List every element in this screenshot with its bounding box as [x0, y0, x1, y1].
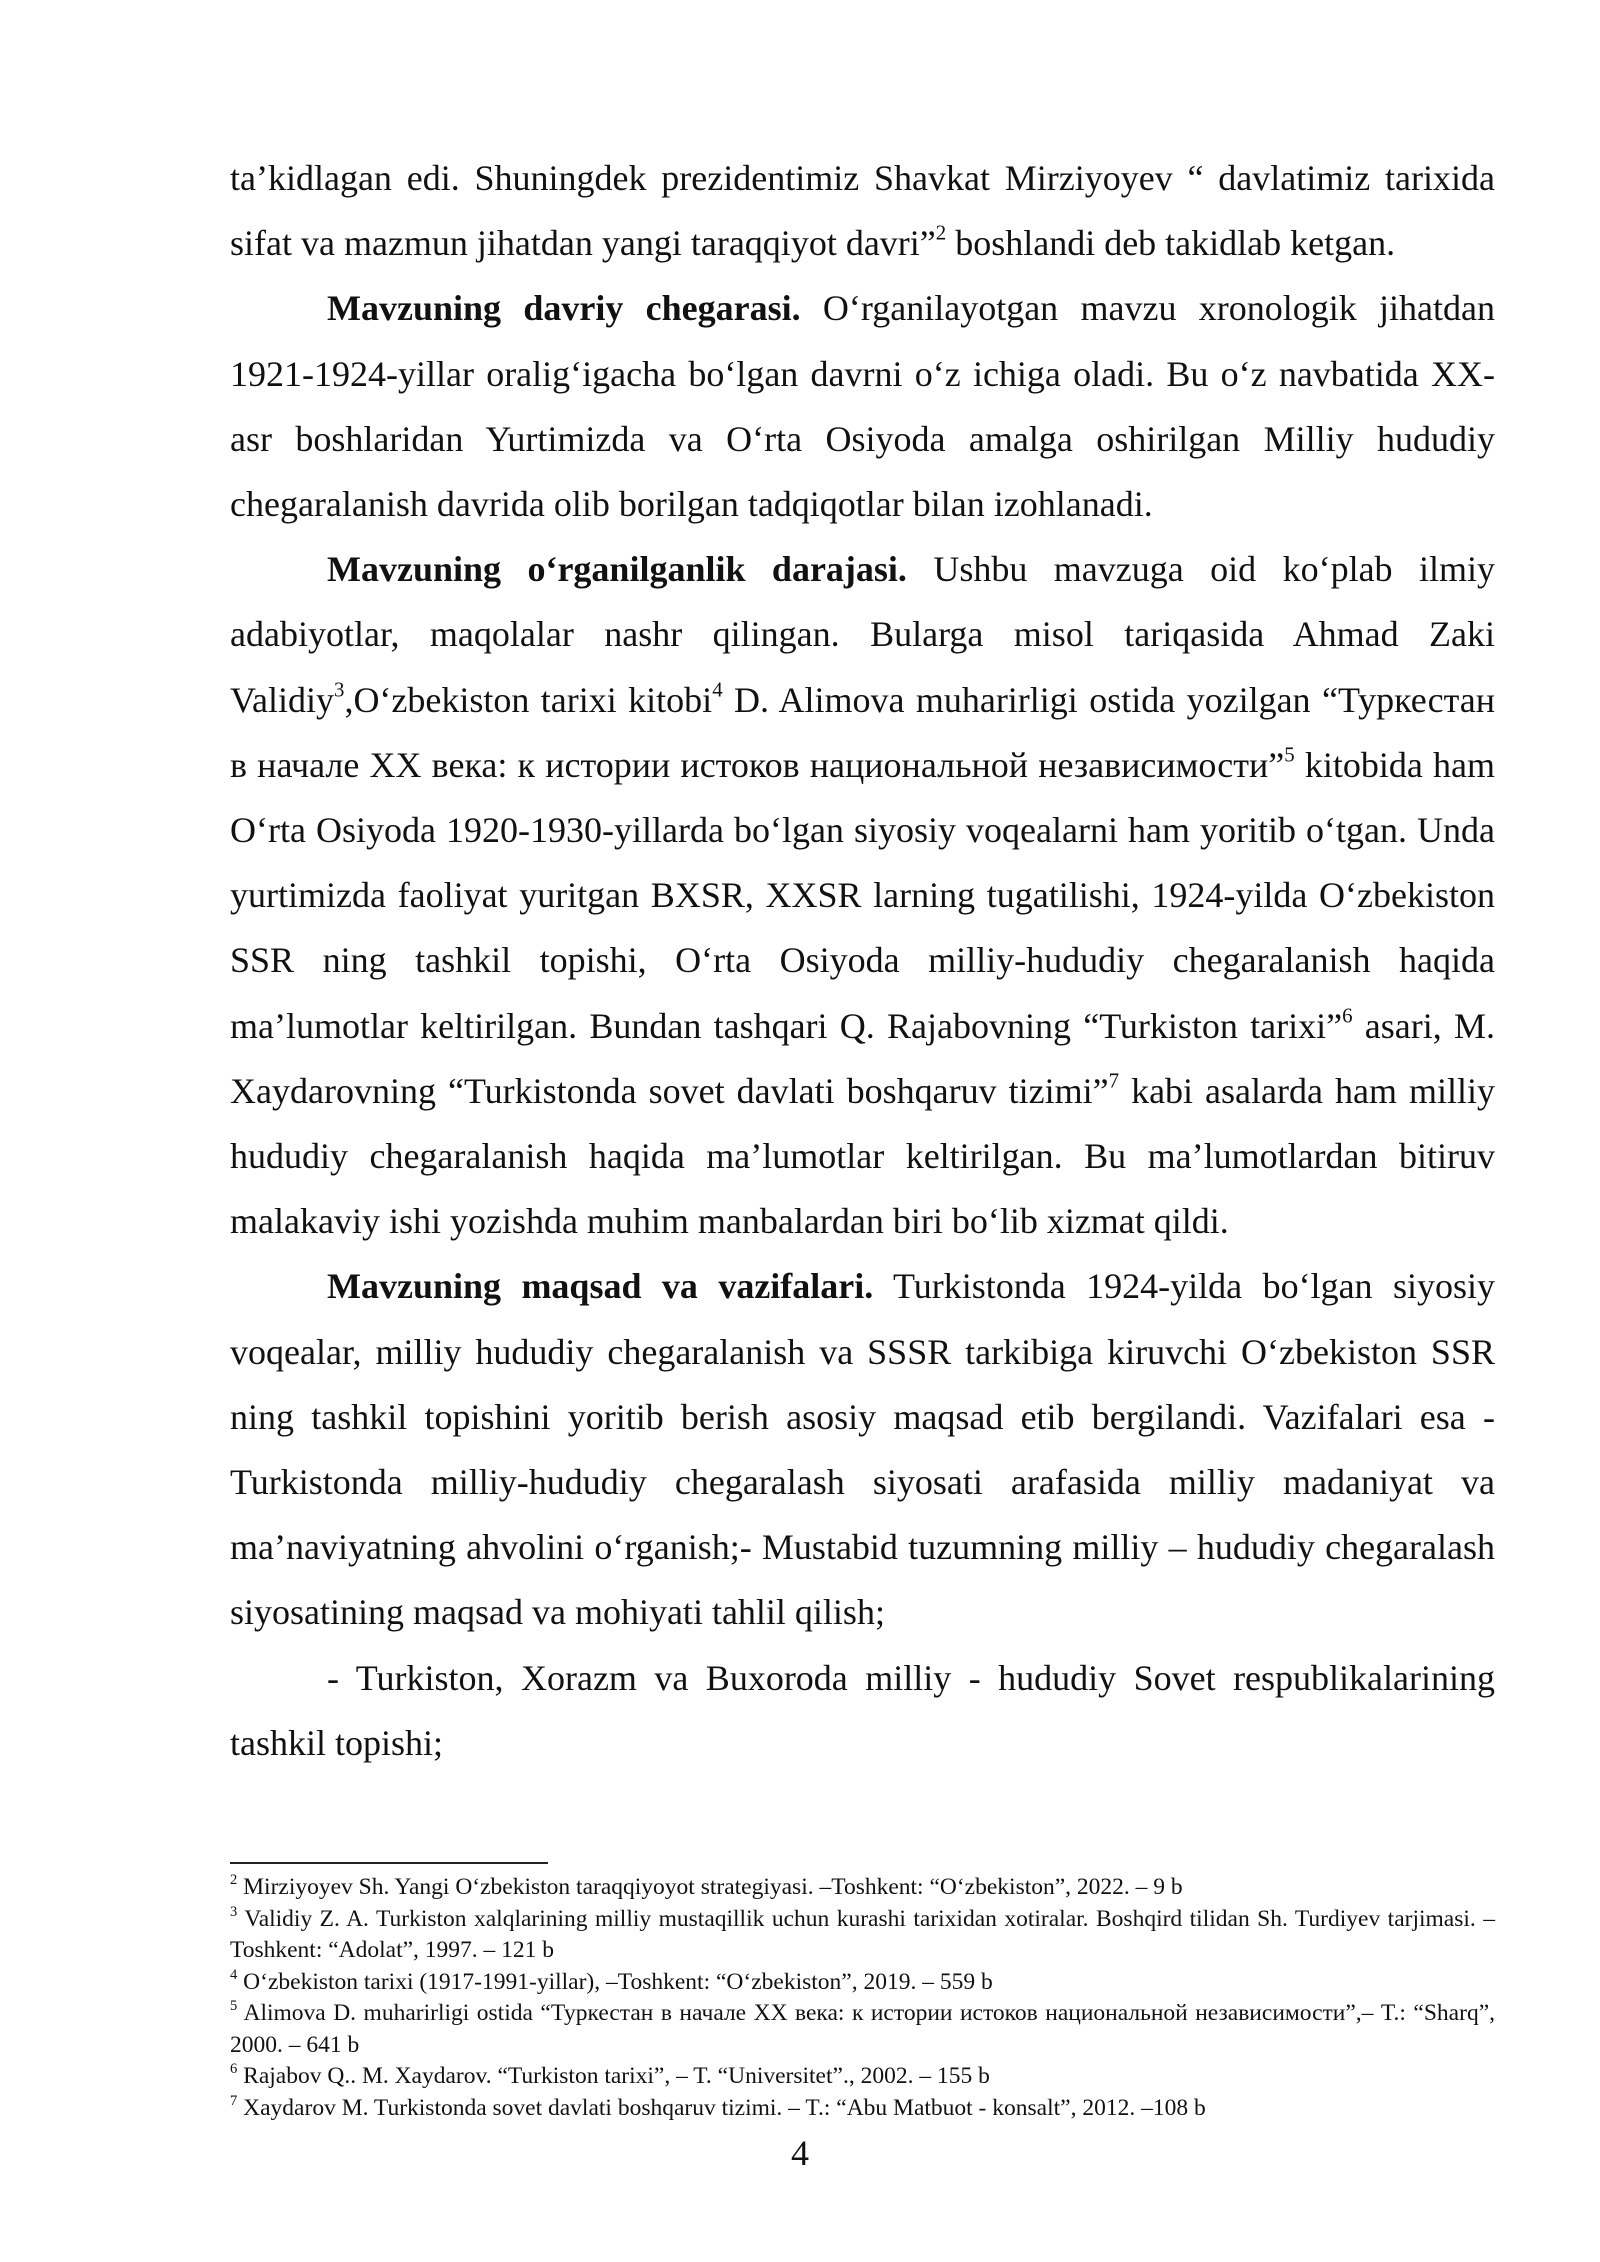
footnote-text: Mirziyoyev Sh. Yangi O‘zbekiston taraqqiyoyot strategiyasi. –Toshkent: “O‘zbekiston”, 2022. – 9 b	[237, 1874, 1183, 1900]
paragraph-text: - Turkiston, Xorazm va Buxoroda milliy - hududiy Sovet respublikalarining tashkil topishi;	[230, 1657, 1495, 1763]
paragraph-4	[230, 1254, 1495, 1645]
footnote-3	[230, 1904, 1495, 1967]
footnote-number: 2	[230, 1871, 238, 1888]
footnote-2	[230, 1872, 1495, 1904]
paragraph-text: boshlandi deb takidlab ketgan.	[946, 223, 1396, 264]
footnote-ref-4[interactable]: 4	[712, 676, 723, 701]
footnote-separator	[230, 1862, 548, 1864]
footnote-7	[230, 2093, 1495, 2125]
footnote-number: 7	[230, 2092, 238, 2109]
paragraph-text: O‘rganilayotgan mavzu xronologik jihatdan 1921-1924-yillar oralig‘igacha bo‘lgan davrni o‘z ichiga oladi. Bu o‘z navbatida XX-asr boshlaridan Yurtimizda va O‘rta Osiyoda amalga oshirilgan Milliy hududiy chegaralanish davrida olib borilgan tadqiqotlar bilan izohlanadi.	[230, 288, 1495, 525]
paragraph-1	[230, 146, 1495, 276]
footnote-ref-2[interactable]: 2	[935, 220, 947, 245]
page-number: 4	[791, 2133, 809, 2173]
footnote-text: Alimova D. muharirligi ostida “Туркестан в начале XX века: к истории истоков национальной независимости”,– T.: “Sharq”, 2000. – 641 b	[230, 2000, 1495, 2058]
main-text	[230, 146, 1495, 1776]
footnote-text: O‘zbekiston tarixi (1917-1991-yillar), –Toshkent: “O‘zbekiston”, 2019. – 559 b	[237, 1968, 993, 1995]
paragraph-text: Ushbu mavzuga oid ko‘plab ilmiy adabiyotlar, maqolalar nashr qilingan. Bularga misol tariqasida Ahmad Zaki Validiy	[230, 549, 1495, 720]
footnote-number: 4	[230, 1966, 238, 1983]
paragraph-text: Turkistonda 1924-yilda bo‘lgan siyosiy voqealar, milliy hududiy chegaralanish va SSSR tarkibiga kiruvchi O‘zbekiston SSR ning tashkil topishini yoritib berish asosiy maqsad etib bergilandi. Vazifalari esa - Turkistonda milliy-hududiy chegaralash siyosati arafasida milliy madaniyat va ma’naviyatning ahvolini o‘rganish;- Mustabid tuzumning milliy – hududiy chegaralash siyosatining maqsad va mohiyati tahlil qilish;	[230, 1266, 1495, 1633]
footnote-ref-3[interactable]: 3	[334, 676, 345, 701]
footnote-6	[230, 2061, 1495, 2093]
paragraph-5	[230, 1646, 1495, 1776]
footnote-ref-7[interactable]: 7	[1108, 1068, 1120, 1093]
footnote-number: 6	[230, 2060, 238, 2077]
footnote-text: Rajabov Q.. M. Xaydarov. “Turkiston tarixi”, – T. “Universitet”., 2002. – 155 b	[237, 2063, 990, 2089]
footnote-text: Validiy Z. A. Turkiston xalqlarining milliy mustaqillik uchun kurashi tarixidan xotiralar. Boshqird tilidan Sh. Turdiyev tarjimasi. –Toshkent: “Adolat”, 1997. – 121 b	[230, 1905, 1495, 1963]
footnote-ref-6[interactable]: 6	[1342, 1002, 1353, 1027]
footnote-ref-5[interactable]: 5	[1284, 742, 1295, 767]
footnote-4	[230, 1967, 1495, 1999]
section-heading: Mavzuning o‘rganilganlik darajasi.	[327, 549, 907, 590]
footnote-number: 5	[230, 1997, 238, 2014]
footnote-5	[230, 1998, 1495, 2061]
paragraph-text: ta’kidlagan edi. Shuningdek prezidentimiz Shavkat Mirziyoyev “ davlatimiz tarixida sifat va mazmun jihatdan yangi taraqqiyot davri”	[230, 158, 1495, 264]
paragraph-3	[230, 537, 1495, 1254]
paragraph-2	[230, 276, 1495, 537]
section-heading: Mavzuning maqsad va vazifalari.	[327, 1266, 874, 1307]
paragraph-text: kitobida ham O‘rta Osiyoda 1920-1930-yillarda bo‘lgan siyosiy voqealarni ham yoritib o‘tgan. Unda yurtimizda faoliyat yuritgan BXSR, XXSR larning tugatilishi, 1924-yilda O‘zbekiston SSR ning tashkil topishi, O‘rta Osiyoda milliy-hududiy chegaralanish haqida ma’lumotlar keltirilgan. Bundan tashqari Q. Rajabovning “Turkiston tarixi”	[230, 744, 1495, 1046]
footnote-text: Xaydarov M. Turkistonda sovet davlati boshqaruv tizimi. – T.: “Abu Matbuot - konsalt”, 2012. –108 b	[237, 2094, 1206, 2121]
paragraph-text: kabi asalarda ham milliy hududiy chegaralanish haqida ma’lumotlar keltirilgan. Bu ma’lumotlardan bitiruv malakaviy ishi yozishda muhim manbalardan biri bo‘lib xizmat qildi.	[230, 1070, 1495, 1242]
paragraph-text: asari, M. Xaydarovning “Turkistonda sovet davlati boshqaruv tizimi”	[230, 1005, 1495, 1111]
paragraph-text: ,O‘zbekiston tarixi kitobi	[344, 679, 713, 720]
paragraph-text: D. Alimova muharirligi ostida yozilgan “Туркестан в начале XX века: к истории истоков национальной независимости”	[230, 679, 1496, 785]
footnotes	[230, 1872, 1495, 2124]
footnote-number: 3	[230, 1903, 238, 1920]
section-heading: Mavzuning davriy chegarasi.	[327, 288, 801, 329]
